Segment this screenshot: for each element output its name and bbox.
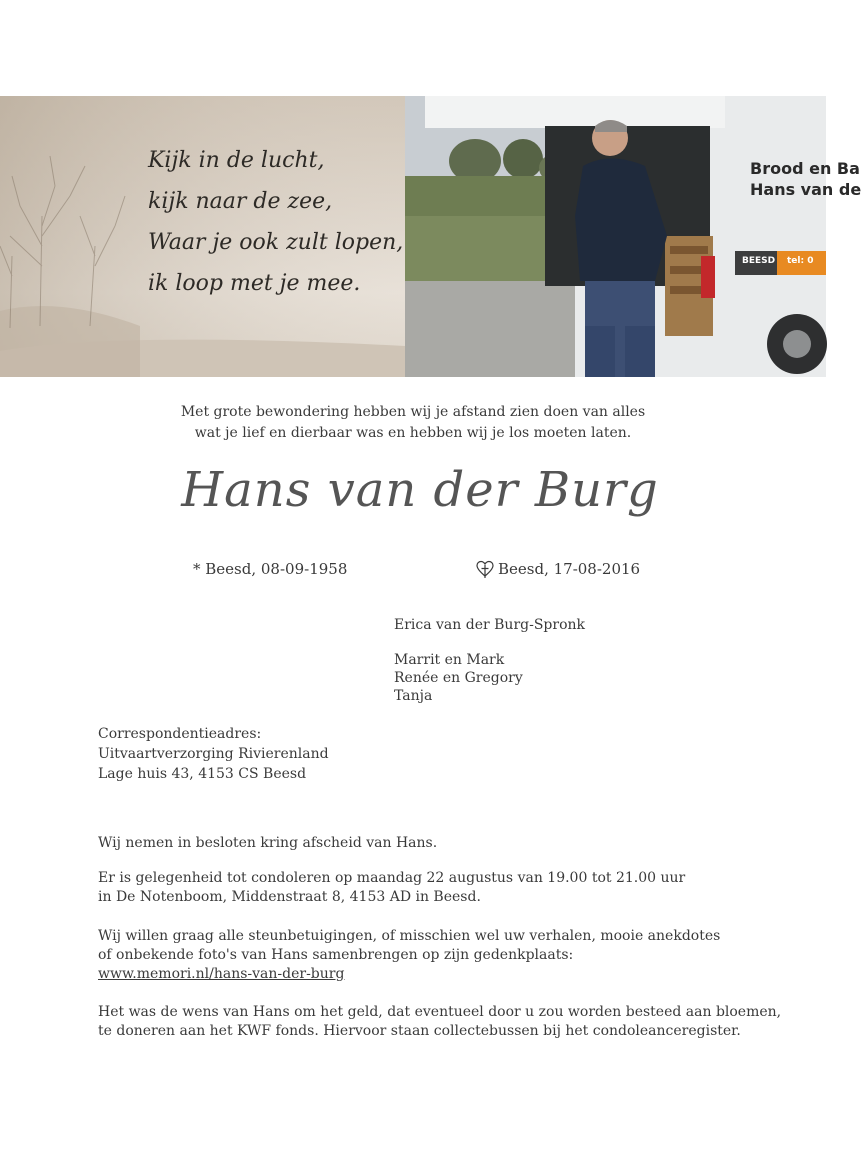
child-names: Tanja bbox=[394, 688, 433, 704]
van-stripe-text: tel: 0 bbox=[787, 256, 814, 266]
poem-line: Kijk in de lucht, bbox=[148, 148, 325, 173]
family-list bbox=[394, 616, 585, 705]
poem-line: ik loop met je mee. bbox=[148, 271, 361, 296]
van-stripe-text: BEESD bbox=[742, 256, 776, 266]
death-info bbox=[475, 559, 640, 579]
correspondence-label: Correspondentieadres: bbox=[98, 726, 262, 742]
memorial-link[interactable]: www.memori.nl/hans-van-der-burg bbox=[98, 966, 345, 982]
heart-cross-icon bbox=[475, 559, 495, 579]
poem-line: kijk naar de zee, bbox=[148, 189, 333, 214]
intro-text bbox=[0, 402, 826, 444]
photo-banner bbox=[0, 96, 861, 377]
deceased-name: Hans van der Burg bbox=[181, 462, 659, 518]
bread-van-photo bbox=[405, 96, 861, 377]
birth-info: * Beesd, 08-09-1958 bbox=[193, 560, 348, 578]
farewell-paragraph: Wij nemen in besloten kring afscheid van Hans. bbox=[98, 835, 438, 851]
poem bbox=[148, 140, 404, 304]
child-names: Marrit en Mark bbox=[394, 652, 505, 668]
correspondence-street: Lage huis 43, 4153 CS Beesd bbox=[98, 766, 307, 782]
memorial-paragraph: Wij willen graag alle steunbetuigingen, of misschien wel uw verhalen, mooie anekdotes of onbekende foto's van Hans samenbrengen op zijn gedenkplaats: www.memori.nl/hans-van-der-burg bbox=[98, 928, 721, 982]
death-text: Beesd, 17-08-2016 bbox=[498, 560, 641, 578]
donation-paragraph: Het was de wens van Hans om het geld, dat eventueel door u zou worden besteed aan bloemen, te doneren aan het KWF fonds. Hiervoor staan collectebussen bij het condoleanceregister. bbox=[98, 1004, 782, 1039]
intro-line: wat je lief en dierbaar was en hebben wij je los moeten laten. bbox=[194, 425, 632, 441]
intro-line: Met grote bewondering hebben wij je afstand zien doen van alles bbox=[180, 404, 646, 420]
spouse-name: Erica van der Burg-Spronk bbox=[394, 617, 586, 633]
correspondence-org: Uitvaartverzorging Rivierenland bbox=[98, 746, 329, 762]
misty-landscape-image bbox=[0, 96, 405, 377]
condolence-paragraph: Er is gelegenheid tot condoleren op maandag 22 augustus van 19.00 tot 21.00 uur in De Notenboom, Middenstraat 8, 4153 AD in Beesd. bbox=[98, 870, 686, 905]
van-lettering: Hans van de bbox=[750, 180, 861, 199]
correspondence-address bbox=[98, 724, 329, 784]
child-names: Renée en Gregory bbox=[394, 670, 523, 686]
poem-line: Waar je ook zult lopen, bbox=[148, 230, 404, 255]
van-lettering: Brood en Ba bbox=[750, 159, 860, 178]
